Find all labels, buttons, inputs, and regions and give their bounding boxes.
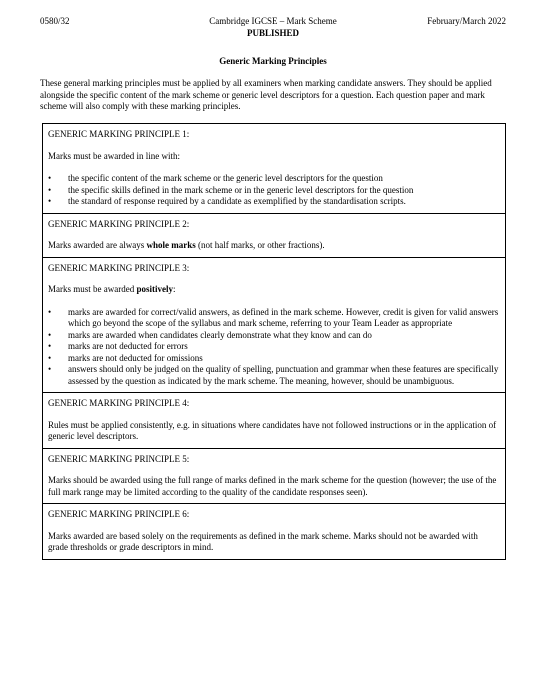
list-item-text: the specific content of the mark scheme or the generic level descriptors for the question [68, 173, 383, 183]
list-item-text: marks are awarded when candidates clearly demonstrate what they know and can do [68, 329, 372, 340]
principle-5 [43, 448, 505, 504]
bullet-icon: • [48, 196, 52, 206]
list-item [48, 185, 500, 197]
intro-text: These general marking principles must be applied by all examiners when marking candidate answers. They should be applied alongside the specific content of the mark scheme or generic level descriptors for a question. Each question paper and mark scheme will also comply with these marking principles. [40, 78, 492, 111]
list-item [48, 353, 500, 365]
principle-heading: GENERIC MARKING PRINCIPLE 5: [48, 453, 190, 464]
published-label: PUBLISHED [246, 27, 299, 38]
principle-heading: GENERIC MARKING PRINCIPLE 6: [48, 509, 190, 519]
principle-text: Marks should be awarded using the full range of marks defined in the mark scheme for the question (however; the use of the full mark range may be limited according to the quality of the candidate responses seen). [48, 475, 497, 497]
principle-bullets [48, 307, 500, 388]
principle-2 [43, 213, 505, 257]
list-item-text: the standard of response required by a candidate as exemplified by the standardisation scripts. [68, 196, 406, 206]
bullet-icon: • [48, 329, 52, 340]
principle-6 [43, 503, 505, 559]
list-item [48, 364, 500, 387]
list-item-text: answers should only be judged on the quality of spelling, punctuation and grammar when these features are specifically assessed by the question as indicated by the mark scheme. The meaning, however, should be unambiguous. [68, 364, 499, 386]
list-item-text: marks are not deducted for errors [68, 341, 188, 351]
principle-heading: GENERIC MARKING PRINCIPLE 1: [48, 129, 190, 139]
text-part: Marks awarded are always [48, 240, 147, 250]
principle-text [48, 240, 500, 252]
paper-code: 0580/32 [40, 16, 70, 26]
list-item-text: the specific skills defined in the mark scheme or in the generic level descriptors for the question [68, 184, 414, 195]
intro-paragraph [40, 78, 506, 113]
principle-text [48, 284, 500, 296]
principle-1 [43, 124, 505, 213]
bullet-icon: • [48, 306, 52, 317]
bullet-icon: • [48, 352, 52, 363]
bullet-icon: • [48, 173, 52, 183]
mark-scheme-title: Cambridge IGCSE – Mark Scheme [209, 16, 337, 26]
emphasis-text: positively [136, 284, 173, 294]
list-item [48, 330, 500, 342]
list-item-text: marks are not deducted for omissions [68, 352, 203, 363]
page-title: Generic Marking Principles [219, 56, 327, 66]
emphasis-text: whole marks [146, 240, 196, 250]
list-item [48, 173, 500, 185]
list-item [48, 341, 500, 353]
list-item [48, 196, 500, 208]
list-item [48, 307, 500, 330]
principle-heading: GENERIC MARKING PRINCIPLE 3: [48, 262, 190, 273]
principle-text: Marks must be awarded in line with: [48, 150, 180, 161]
bullet-icon: • [48, 341, 52, 351]
text-part: : [173, 284, 176, 294]
text-part: Marks must be awarded [48, 284, 137, 294]
list-item-text: marks are awarded for correct/valid answers, as defined in the mark scheme. However, credit is given for valid answers which go beyond the scope of the syllabus and mark scheme, referring to your Team Leader as appropriate [68, 306, 499, 328]
principle-3 [43, 257, 505, 393]
bullet-icon: • [48, 364, 52, 374]
bullet-icon: • [48, 184, 52, 195]
page-header [40, 16, 506, 40]
text-part: (not half marks, or other fractions). [195, 240, 325, 250]
principle-text: Marks awarded are based solely on the requirements as defined in the mark scheme. Marks should not be awarded with grade thresholds or grade descriptors in mind. [48, 530, 478, 552]
exam-date: February/March 2022 [427, 16, 506, 26]
principle-heading: GENERIC MARKING PRINCIPLE 2: [48, 218, 190, 229]
principles-table [42, 123, 506, 560]
principle-bullets [48, 173, 500, 208]
principle-heading: GENERIC MARKING PRINCIPLE 4: [48, 398, 190, 408]
principle-4 [43, 392, 505, 448]
principle-text: Rules must be applied consistently, e.g. in situations where candidates have not followed instructions or in the application of generic level descriptors. [48, 419, 497, 441]
